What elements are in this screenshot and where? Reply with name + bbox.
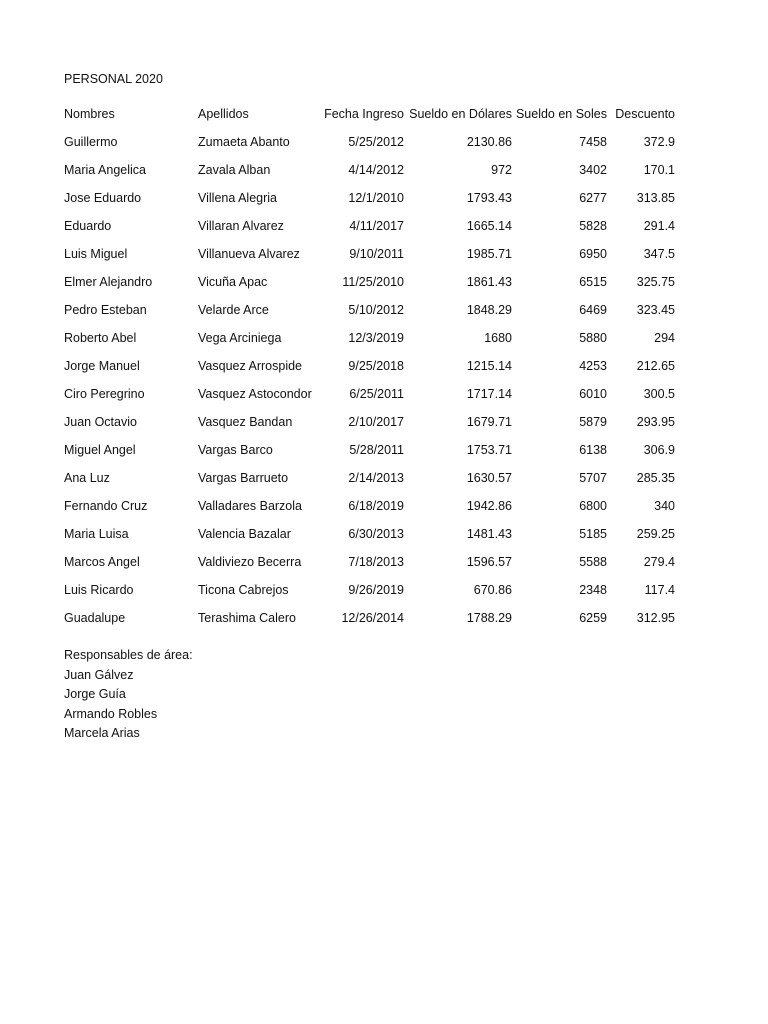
- cell-apellidos: Vasquez Astocondor: [198, 387, 312, 401]
- cell-nombres: Luis Miguel: [64, 247, 128, 261]
- cell-sueldo-dolares: 1665.14: [466, 219, 512, 233]
- cell-descuento: 117.4: [644, 583, 675, 597]
- table-row: [64, 604, 675, 632]
- cell-descuento: 170.1: [643, 163, 675, 177]
- cell-sueldo-soles: 6277: [579, 191, 607, 205]
- cell-apellidos: Vicuña Apac: [198, 275, 268, 289]
- cell-sueldo-dolares: 1788.29: [466, 611, 512, 625]
- cell-descuento: 306.9: [643, 443, 675, 457]
- cell-nombres: Marcos Angel: [64, 555, 140, 569]
- cell-fecha-ingreso: 9/25/2018: [348, 359, 404, 373]
- cell-sueldo-dolares: 1848.29: [466, 303, 512, 317]
- cell-nombres: Luis Ricardo: [64, 583, 134, 597]
- cell-sueldo-dolares: 1596.57: [466, 555, 512, 569]
- document-title: PERSONAL 2020: [64, 72, 163, 86]
- table-row: [64, 576, 675, 604]
- cell-apellidos: Valdiviezo Becerra: [198, 555, 302, 569]
- cell-sueldo-soles: 6800: [579, 499, 607, 513]
- cell-sueldo-dolares: 1753.71: [466, 443, 512, 457]
- cell-sueldo-soles: 5879: [579, 415, 607, 429]
- cell-nombres: Miguel Angel: [64, 443, 136, 457]
- cell-apellidos: Valladares Barzola: [198, 499, 302, 513]
- cell-descuento: 323.45: [636, 303, 675, 317]
- cell-nombres: Ciro Peregrino: [64, 387, 145, 401]
- table-row: [64, 184, 675, 212]
- cell-nombres: Pedro Esteban: [64, 303, 147, 317]
- cell-fecha-ingreso: 6/18/2019: [348, 499, 404, 513]
- cell-descuento: 312.95: [636, 611, 675, 625]
- cell-descuento: 279.4: [643, 555, 675, 569]
- cell-apellidos: Vasquez Bandan: [198, 415, 293, 429]
- cell-apellidos: Vasquez Arrospide: [198, 359, 302, 373]
- table-row: [64, 296, 675, 324]
- cell-fecha-ingreso: 9/10/2011: [349, 247, 404, 261]
- cell-nombres: Roberto Abel: [64, 331, 137, 345]
- cell-nombres: Fernando Cruz: [64, 499, 148, 513]
- table-body: [64, 128, 675, 632]
- table-row: [64, 128, 675, 156]
- cell-nombres: Maria Angelica: [64, 163, 146, 177]
- table-row: [64, 408, 675, 436]
- cell-apellidos: Vargas Barrueto: [198, 471, 289, 485]
- cell-sueldo-soles: 2348: [579, 583, 607, 597]
- header-fecha-ingreso: Fecha Ingreso: [324, 107, 404, 121]
- table-row: [64, 380, 675, 408]
- cell-sueldo-dolares: 670.86: [473, 583, 512, 597]
- cell-nombres: Eduardo: [64, 219, 112, 233]
- cell-descuento: 372.9: [643, 135, 675, 149]
- table-row: [64, 548, 675, 576]
- table-row: [64, 352, 675, 380]
- table-row: [64, 492, 675, 520]
- cell-fecha-ingreso: 9/26/2019: [348, 583, 404, 597]
- cell-descuento: 340: [654, 499, 675, 513]
- cell-fecha-ingreso: 12/1/2010: [348, 191, 404, 205]
- table-row: [64, 520, 675, 548]
- cell-descuento: 285.35: [636, 471, 675, 485]
- responsable-name: Armando Robles: [64, 706, 158, 721]
- cell-nombres: Juan Octavio: [64, 415, 137, 429]
- cell-nombres: Guillermo: [64, 135, 118, 149]
- cell-apellidos: Valencia Bazalar: [198, 527, 291, 541]
- cell-nombres: Maria Luisa: [64, 527, 129, 541]
- responsable-name: Marcela Arias: [64, 726, 140, 740]
- cell-fecha-ingreso: 6/30/2013: [348, 527, 404, 541]
- cell-apellidos: Ticona Cabrejos: [198, 583, 289, 597]
- header-sueldo-soles: Sueldo en Soles: [515, 107, 607, 121]
- header-nombres: Nombres: [64, 107, 115, 121]
- cell-fecha-ingreso: 5/10/2012: [348, 303, 404, 317]
- cell-sueldo-soles: 3402: [579, 163, 607, 177]
- cell-sueldo-dolares: 1679.71: [466, 415, 512, 429]
- cell-fecha-ingreso: 6/25/2011: [349, 387, 404, 401]
- cell-apellidos: Villaran Alvarez: [198, 219, 284, 233]
- cell-sueldo-soles: 6950: [579, 247, 607, 261]
- cell-nombres: Elmer Alejandro: [64, 275, 153, 289]
- cell-sueldo-dolares: 2130.86: [466, 135, 512, 149]
- cell-apellidos: Villena Alegria: [198, 191, 277, 205]
- cell-apellidos: Zumaeta Abanto: [198, 135, 290, 149]
- cell-nombres: Jorge Manuel: [64, 359, 140, 373]
- cell-fecha-ingreso: 2/14/2013: [348, 471, 404, 485]
- cell-apellidos: Zavala Alban: [198, 163, 271, 177]
- cell-sueldo-soles: 4253: [579, 359, 607, 373]
- cell-sueldo-soles: 6469: [579, 303, 607, 317]
- cell-sueldo-dolares: 1630.57: [466, 471, 512, 485]
- responsables-section: [64, 646, 193, 744]
- responsable-name: Jorge Guía: [64, 687, 126, 701]
- table-row: [64, 464, 675, 492]
- header-descuento: Descuento: [615, 107, 675, 121]
- cell-sueldo-dolares: 1680: [484, 331, 512, 345]
- cell-sueldo-soles: 6138: [579, 443, 607, 457]
- cell-sueldo-soles: 5880: [579, 331, 607, 345]
- cell-descuento: 325.75: [636, 275, 675, 289]
- cell-sueldo-dolares: 1481.43: [466, 527, 512, 541]
- cell-sueldo-dolares: 1717.14: [466, 387, 512, 401]
- cell-sueldo-soles: 7458: [579, 135, 607, 149]
- table-row: [64, 324, 675, 352]
- cell-descuento: 259.25: [636, 527, 675, 541]
- cell-fecha-ingreso: 2/10/2017: [348, 415, 404, 429]
- responsables-label: Responsables de área:: [64, 648, 193, 662]
- cell-sueldo-soles: 6259: [579, 611, 607, 625]
- table-row: [64, 240, 675, 268]
- cell-nombres: Ana Luz: [64, 471, 110, 485]
- cell-sueldo-soles: 6515: [579, 275, 607, 289]
- cell-nombres: Jose Eduardo: [64, 191, 142, 205]
- header-sueldo-dolares: Sueldo en Dólares: [409, 107, 512, 121]
- header-apellidos: Apellidos: [198, 107, 249, 121]
- cell-sueldo-soles: 5588: [579, 555, 607, 569]
- cell-apellidos: Terashima Calero: [198, 611, 296, 625]
- cell-nombres: Guadalupe: [64, 611, 126, 625]
- cell-descuento: 294: [654, 331, 675, 345]
- cell-descuento: 212.65: [636, 359, 675, 373]
- cell-descuento: 293.95: [636, 415, 675, 429]
- cell-sueldo-dolares: 1985.71: [466, 247, 512, 261]
- cell-sueldo-soles: 5185: [579, 527, 607, 541]
- cell-descuento: 291.4: [643, 219, 675, 233]
- cell-apellidos: Vega Arciniega: [198, 331, 282, 345]
- cell-sueldo-soles: 5828: [579, 219, 607, 233]
- cell-descuento: 300.5: [643, 387, 675, 401]
- cell-fecha-ingreso: 11/25/2010: [342, 275, 404, 289]
- cell-sueldo-soles: 5707: [579, 471, 607, 485]
- cell-apellidos: Villanueva Alvarez: [198, 247, 300, 261]
- cell-sueldo-dolares: 972: [491, 163, 512, 177]
- table-row: [64, 268, 675, 296]
- cell-fecha-ingreso: 12/26/2014: [341, 611, 404, 625]
- table-row: [64, 156, 675, 184]
- cell-fecha-ingreso: 7/18/2013: [348, 555, 404, 569]
- cell-sueldo-soles: 6010: [579, 387, 607, 401]
- cell-apellidos: Velarde Arce: [198, 303, 269, 317]
- cell-sueldo-dolares: 1942.86: [466, 499, 512, 513]
- cell-fecha-ingreso: 4/14/2012: [348, 163, 404, 177]
- cell-fecha-ingreso: 5/25/2012: [348, 135, 404, 149]
- personal-table: [64, 100, 675, 632]
- cell-descuento: 313.85: [636, 191, 675, 205]
- table-row: [64, 212, 675, 240]
- table-row: [64, 436, 675, 464]
- cell-sueldo-dolares: 1861.43: [466, 275, 512, 289]
- responsable-name: Juan Gálvez: [64, 667, 134, 682]
- table-header-row: [64, 100, 675, 128]
- cell-sueldo-dolares: 1793.43: [466, 191, 512, 205]
- cell-fecha-ingreso: 4/11/2017: [349, 219, 404, 233]
- cell-apellidos: Vargas Barco: [198, 443, 273, 457]
- cell-descuento: 347.5: [643, 247, 675, 261]
- cell-fecha-ingreso: 5/28/2011: [349, 443, 404, 457]
- cell-sueldo-dolares: 1215.14: [466, 359, 512, 373]
- cell-fecha-ingreso: 12/3/2019: [348, 331, 404, 345]
